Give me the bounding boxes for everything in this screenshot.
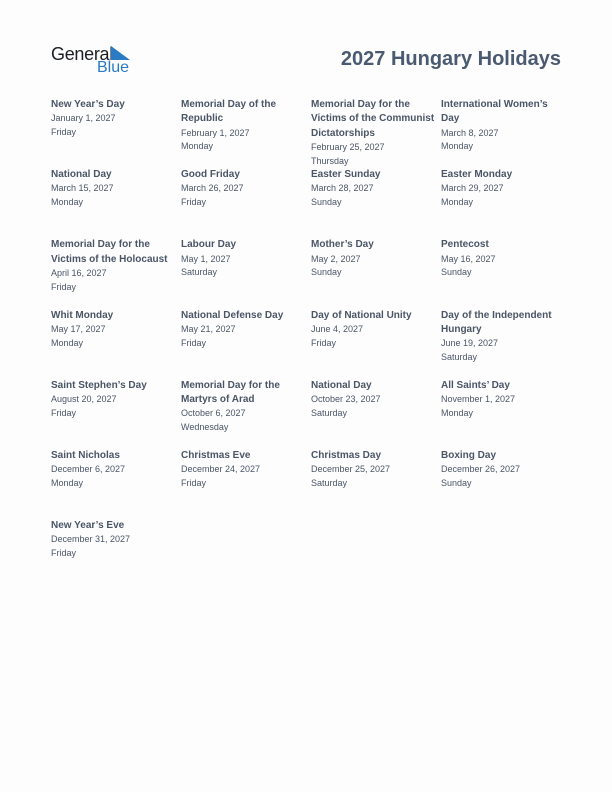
holiday-name: Mother’s Day	[311, 239, 374, 251]
holiday-weekday: Saturday	[311, 407, 348, 418]
holiday-weekday: Friday	[51, 127, 77, 138]
holiday-entry	[441, 449, 567, 519]
holiday-entry	[51, 98, 177, 168]
holiday-date: February 1, 2027	[181, 127, 250, 138]
holiday-entry	[51, 168, 177, 238]
holiday-date: March 8, 2027	[441, 127, 499, 138]
holiday-entry	[311, 309, 437, 379]
holiday-entry	[311, 98, 437, 168]
holiday-date: May 1, 2027	[181, 253, 231, 264]
holiday-name: Good Friday	[181, 169, 240, 181]
holiday-entry	[441, 98, 567, 168]
holiday-entry	[311, 238, 437, 308]
holiday-weekday: Monday	[441, 407, 474, 418]
holiday-date: October 23, 2027	[311, 394, 381, 405]
holiday-name: National Defense Day	[181, 309, 284, 321]
holiday-weekday: Monday	[51, 478, 84, 489]
holiday-name: Pentecost	[441, 239, 489, 251]
holiday-name: Saint Stephen’s Day	[51, 379, 147, 391]
holiday-date: December 24, 2027	[181, 464, 261, 475]
holiday-weekday: Monday	[51, 337, 84, 348]
holiday-date: November 1, 2027	[441, 394, 516, 405]
holiday-date: June 4, 2027	[311, 323, 364, 334]
holiday-weekday: Saturday	[181, 267, 218, 278]
holiday-date: March 28, 2027	[311, 183, 374, 194]
holiday-name: Saint Nicholas	[51, 449, 120, 461]
holiday-date: May 21, 2027	[181, 323, 236, 334]
holiday-date: December 6, 2027	[51, 464, 126, 475]
holiday-entry	[51, 309, 177, 379]
holiday-date: August 20, 2027	[51, 394, 117, 405]
holiday-name: Memorial Day for the Victims of the Communist Dictatorships	[311, 99, 435, 139]
holiday-weekday: Friday	[181, 337, 207, 348]
holiday-entry	[441, 238, 567, 308]
holiday-weekday: Friday	[311, 337, 337, 348]
holiday-name: National Day	[51, 169, 112, 181]
holiday-name: International Women’s Day	[441, 99, 548, 125]
holiday-weekday: Thursday	[311, 155, 349, 166]
holiday-entry	[51, 519, 177, 589]
holiday-weekday: Friday	[181, 197, 207, 208]
holiday-weekday: Sunday	[441, 267, 472, 278]
holiday-weekday: Monday	[441, 141, 474, 152]
holiday-entry	[51, 238, 177, 308]
holiday-name: National Day	[311, 379, 372, 391]
holiday-weekday: Friday	[51, 548, 77, 559]
holiday-weekday: Saturday	[441, 351, 478, 362]
holiday-date: March 15, 2027	[51, 183, 114, 194]
generalblue-logo	[51, 44, 141, 78]
holiday-weekday: Wednesday	[181, 422, 229, 433]
holiday-name: New Year’s Day	[51, 99, 125, 110]
holiday-entry	[181, 98, 307, 168]
holiday-date: January 1, 2027	[51, 113, 116, 124]
holiday-entry	[181, 449, 307, 519]
holiday-date: June 19, 2027	[441, 338, 499, 349]
holiday-date: December 31, 2027	[51, 534, 131, 545]
holiday-entry	[51, 379, 177, 449]
holiday-entry	[51, 449, 177, 519]
holiday-entry	[311, 168, 437, 238]
holiday-entry	[181, 379, 307, 449]
holiday-entry	[441, 168, 567, 238]
holiday-weekday: Friday	[51, 407, 77, 418]
holiday-date: May 17, 2027	[51, 323, 106, 334]
holiday-name: Boxing Day	[441, 449, 497, 461]
holiday-date: December 26, 2027	[441, 464, 521, 475]
holiday-weekday: Monday	[181, 141, 214, 152]
holiday-name: Day of the Independent Hungary	[441, 309, 552, 335]
page-title: 2027 Hungary Holidays	[340, 48, 561, 70]
holiday-weekday: Monday	[51, 197, 84, 208]
holiday-name: Memorial Day for the Victims of the Holocaust	[51, 239, 168, 265]
holiday-name: Memorial Day of the Republic	[181, 99, 277, 125]
holiday-name: Christmas Day	[311, 449, 382, 461]
holiday-date: February 25, 2027	[311, 141, 385, 152]
holiday-name: Memorial Day for the Martyrs of Arad	[181, 379, 280, 406]
holiday-entry	[441, 309, 567, 379]
holiday-name: All Saints’ Day	[441, 379, 510, 391]
holiday-date: March 29, 2027	[441, 183, 504, 194]
holiday-weekday: Friday	[181, 478, 207, 489]
logo-text-general: General	[51, 44, 113, 64]
holiday-date: December 25, 2027	[311, 464, 391, 475]
holiday-entry	[181, 238, 307, 308]
holiday-name: New Year’s Eve	[51, 520, 125, 532]
logo-triangle-icon	[111, 46, 130, 60]
holiday-weekday: Saturday	[311, 478, 348, 489]
holiday-date: April 16, 2027	[51, 267, 107, 278]
holiday-date: May 2, 2027	[311, 253, 361, 264]
holiday-name: Labour Day	[181, 239, 237, 251]
holiday-weekday: Sunday	[441, 478, 472, 489]
holiday-name: Christmas Eve	[181, 449, 251, 461]
logo-text-blue: Blue	[97, 59, 130, 76]
holiday-weekday: Sunday	[311, 267, 342, 278]
holiday-name: Easter Sunday	[311, 169, 381, 181]
holiday-weekday: Friday	[51, 281, 77, 292]
holiday-date: May 16, 2027	[441, 253, 496, 264]
holiday-name: Whit Monday	[51, 309, 114, 321]
holiday-name: Easter Monday	[441, 169, 513, 181]
holiday-entry	[311, 379, 437, 449]
holiday-weekday: Monday	[441, 197, 474, 208]
holiday-grid	[51, 98, 571, 589]
holiday-entry	[181, 309, 307, 379]
holiday-entry	[311, 449, 437, 519]
holiday-entry	[181, 168, 307, 238]
holiday-entry	[441, 379, 567, 449]
holiday-name: Day of National Unity	[311, 309, 412, 321]
holiday-weekday: Sunday	[311, 197, 342, 208]
holiday-date: October 6, 2027	[181, 408, 246, 419]
holiday-date: March 26, 2027	[181, 183, 244, 194]
